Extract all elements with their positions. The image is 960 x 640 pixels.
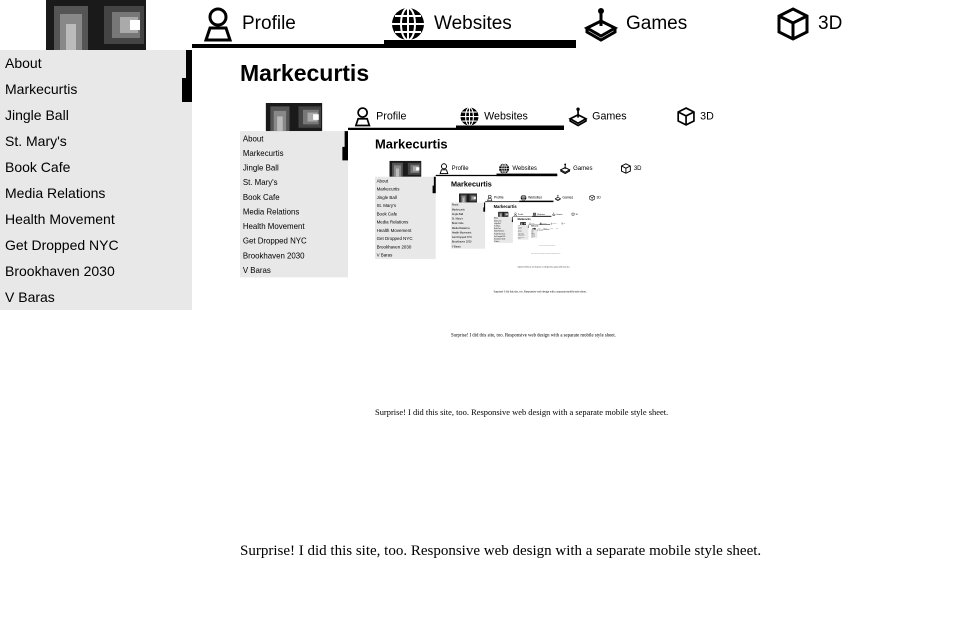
sidebar-item-jingle-ball[interactable]: Jingle Ball: [376, 194, 397, 200]
sidebar-item-st-marys[interactable]: St. Mary's: [531, 232, 534, 233]
tab-3d-label: 3D: [575, 213, 578, 216]
sidebar-item-markecurtis[interactable]: Markecurtis: [242, 148, 284, 158]
tab-profile-label: Profile: [517, 213, 524, 216]
tab-3d[interactable]: [561, 222, 565, 225]
sidebar-item-health-movement[interactable]: Health Movement: [376, 227, 412, 233]
sidebar-item-get-dropped-nyc[interactable]: Get Dropped NYC: [494, 235, 506, 238]
sidebar-item-markecurtis[interactable]: Markecurtis: [494, 219, 502, 222]
sidebar-item-book-cafe[interactable]: Book Cafe: [531, 233, 534, 234]
tab-websites-label: Websites: [512, 165, 537, 172]
sidebar: [494, 217, 513, 243]
website-frame: [451, 194, 622, 308]
tab-profile[interactable]: [439, 161, 469, 176]
globe-icon: [459, 106, 479, 126]
active-tab-indicator: [532, 216, 551, 217]
main-nav: [192, 0, 960, 50]
sidebar-item-st-marys[interactable]: St. Mary's: [494, 225, 501, 227]
sidebar-edge: [345, 131, 348, 148]
site-logo[interactable]: [459, 194, 477, 203]
project-caption: Surprise! I did this site, too. Responsive web design with a separate mobile style sheet.: [517, 266, 570, 268]
page-title: Markecurtis: [240, 60, 370, 86]
joystick-icon: [584, 6, 618, 42]
sidebar-item-health-movement[interactable]: Health Movement: [531, 234, 535, 236]
sidebar-item-book-cafe[interactable]: Book Cafe: [242, 192, 280, 202]
tab-games-label: Games: [626, 13, 688, 34]
sidebar-item-media-relations[interactable]: Media Relations: [494, 230, 505, 232]
tab-websites-label: Websites: [528, 195, 543, 200]
tab-profile-label: Profile: [451, 165, 469, 172]
tab-games-label: Games: [573, 165, 593, 172]
sidebar-item-brookhaven-2030[interactable]: Brookhaven 2030: [451, 240, 472, 244]
sidebar-item-jingle-ball[interactable]: Jingle Ball: [5, 107, 69, 123]
tab-profile-label: Profile: [376, 110, 407, 123]
website-frame: [494, 212, 590, 276]
page-title: Markecurtis: [450, 179, 492, 189]
sidebar-item-media-relations[interactable]: Media Relations: [242, 207, 300, 217]
website-frame: [518, 222, 572, 258]
page-title: Markecurtis: [531, 225, 539, 228]
sidebar-item-get-dropped-nyc[interactable]: Get Dropped NYC: [242, 236, 307, 246]
sidebar-item-markecurtis[interactable]: Markecurtis: [451, 207, 465, 211]
sidebar-item-health-movement[interactable]: Health Movement: [5, 211, 115, 227]
person-icon: [202, 6, 234, 42]
active-item-marker: [528, 227, 529, 228]
sidebar-item-health-movement[interactable]: Health Movement: [517, 234, 525, 235]
sidebar-item-v-baras[interactable]: V Baras: [376, 252, 393, 258]
sidebar-item-st-marys[interactable]: St. Mary's: [242, 177, 278, 187]
tab-games-label: Games: [551, 228, 553, 230]
sidebar-item-health-movement[interactable]: Health Movement: [494, 232, 506, 235]
tab-3d-label: 3D: [700, 110, 714, 123]
sidebar-item-book-cafe[interactable]: Book Cafe: [5, 159, 71, 175]
tab-games[interactable]: [551, 222, 557, 225]
tab-games[interactable]: [584, 0, 687, 48]
page-title: Markecurtis: [517, 217, 531, 221]
active-tab-indicator: [456, 126, 564, 131]
tab-profile-label: Profile: [494, 195, 504, 200]
tab-3d[interactable]: [556, 228, 558, 230]
sidebar-item-v-baras[interactable]: V Baras: [517, 238, 521, 240]
sidebar-item-jingle-ball[interactable]: Jingle Ball: [494, 222, 501, 225]
page-title: Markecurtis: [493, 204, 517, 209]
website-frame: [240, 103, 780, 463]
sidebar-item-v-baras[interactable]: V Baras: [242, 265, 271, 275]
sidebar-item-book-cafe[interactable]: Book Cafe: [494, 227, 501, 230]
sidebar-item-markecurtis[interactable]: Markecurtis: [5, 81, 78, 97]
sidebar-item-media-relations[interactable]: Media Relations: [451, 226, 470, 230]
tab-websites-label: Websites: [484, 110, 528, 123]
active-item-marker: [182, 78, 192, 102]
sidebar: [375, 177, 436, 259]
cube-icon: [571, 212, 574, 216]
cube-icon: [589, 195, 595, 201]
cube-icon: [776, 6, 810, 42]
project-caption: Surprise! I did this site, too. Responsive web design with a separate mobile style sheet.: [493, 290, 587, 294]
sidebar-item-health-movement[interactable]: Health Movement: [451, 231, 472, 234]
joystick-icon: [560, 163, 571, 174]
tab-profile[interactable]: [354, 103, 407, 130]
sidebar-item-brookhaven-2030[interactable]: Brookhaven 2030: [494, 238, 506, 240]
cube-icon: [621, 163, 632, 174]
sidebar-item-st-marys[interactable]: St. Mary's: [376, 203, 397, 209]
active-item-marker: [342, 147, 348, 161]
person-icon: [354, 106, 372, 126]
active-tab-indicator: [384, 40, 576, 48]
tab-profile-label: Profile: [531, 222, 535, 225]
active-item-marker: [483, 207, 485, 211]
sidebar-item-get-dropped-nyc[interactable]: Get Dropped NYC: [376, 235, 413, 241]
sidebar-item-media-relations[interactable]: Media Relations: [5, 185, 106, 201]
sidebar-item-get-dropped-nyc[interactable]: Get Dropped NYC: [531, 235, 535, 236]
sidebar-item-st-marys[interactable]: St. Mary's: [451, 217, 463, 221]
sidebar-item-markecurtis[interactable]: Markecurtis: [531, 230, 534, 232]
person-icon: [487, 195, 493, 201]
active-item-marker: [512, 220, 513, 222]
sidebar-item-book-cafe[interactable]: Book Cafe: [451, 221, 464, 225]
sidebar-edge: [186, 50, 192, 80]
sidebar-item-jingle-ball[interactable]: Jingle Ball: [517, 228, 522, 230]
sidebar-item-brookhaven-2030[interactable]: Brookhaven 2030: [517, 236, 525, 238]
tab-3d[interactable]: [776, 0, 842, 48]
tab-3d-label: 3D: [633, 165, 642, 172]
globe-icon: [498, 163, 509, 174]
tab-games[interactable]: [560, 161, 593, 176]
sidebar-item-about[interactable]: About: [517, 225, 521, 227]
sidebar-item-media-relations[interactable]: Media Relations: [376, 219, 409, 225]
sidebar: [451, 202, 485, 248]
sidebar-item-st-marys[interactable]: St. Mary's: [5, 133, 67, 149]
tab-websites-label: Websites: [537, 213, 545, 216]
sidebar-item-book-cafe[interactable]: Book Cafe: [517, 231, 522, 233]
sidebar-item-v-baras[interactable]: V Baras: [5, 289, 55, 305]
sidebar-item-v-baras[interactable]: V Baras: [494, 240, 500, 243]
sidebar-item-v-baras[interactable]: V Baras: [531, 237, 533, 238]
tab-3d[interactable]: [571, 212, 578, 217]
project-caption: Surprise! I did this site, too. Responsive web design with a separate mobile style sheet.: [450, 332, 616, 338]
sidebar: [0, 50, 192, 310]
globe-icon: [390, 6, 426, 42]
tab-games[interactable]: [569, 103, 627, 130]
site-logo[interactable]: [266, 103, 322, 131]
joystick-icon: [569, 106, 588, 126]
sidebar-item-about[interactable]: About: [5, 55, 42, 71]
active-tab-indicator: [497, 174, 558, 177]
tab-games[interactable]: [552, 212, 562, 217]
sidebar-item-get-dropped-nyc[interactable]: Get Dropped NYC: [451, 235, 473, 239]
site-logo[interactable]: [390, 161, 422, 177]
sidebar-item-about[interactable]: About: [494, 217, 498, 219]
sidebar-item-jingle-ball[interactable]: Jingle Ball: [242, 163, 279, 173]
tab-3d-label: 3D: [596, 195, 601, 200]
sidebar-item-get-dropped-nyc[interactable]: Get Dropped NYC: [5, 237, 119, 253]
sidebar: [240, 131, 348, 277]
sidebar-item-brookhaven-2030[interactable]: Brookhaven 2030: [531, 236, 535, 237]
tab-games-label: Games: [562, 195, 574, 200]
sidebar-item-jingle-ball[interactable]: Jingle Ball: [451, 212, 464, 216]
sidebar-item-about[interactable]: About: [531, 229, 533, 231]
person-icon: [439, 163, 449, 174]
tab-games[interactable]: [555, 194, 573, 203]
sidebar-item-get-dropped-nyc[interactable]: Get Dropped NYC: [517, 235, 525, 237]
sidebar-item-v-baras[interactable]: V Baras: [451, 244, 461, 248]
sidebar-item-media-relations[interactable]: Media Relations: [517, 232, 524, 234]
sidebar: [518, 225, 529, 240]
sidebar-item-brookhaven-2030[interactable]: Brookhaven 2030: [376, 244, 412, 250]
sidebar-item-markecurtis[interactable]: Markecurtis: [376, 186, 400, 192]
sidebar-item-health-movement[interactable]: Health Movement: [242, 221, 305, 231]
page-title: Markecurtis: [538, 229, 543, 231]
tab-3d[interactable]: [589, 194, 601, 203]
sidebar-item-about[interactable]: About: [376, 178, 389, 184]
sidebar-item-media-relations[interactable]: Media Relations: [531, 233, 535, 235]
project-caption: Surprise! I did this site, too. Responsive web design with a separate mobile style sheet.: [538, 245, 556, 246]
sidebar-item-jingle-ball[interactable]: Jingle Ball: [531, 231, 534, 232]
sidebar-item-brookhaven-2030[interactable]: Brookhaven 2030: [242, 250, 305, 260]
tab-3d-label: 3D: [818, 13, 843, 34]
tab-games-label: Games: [552, 222, 557, 225]
sidebar-item-book-cafe[interactable]: Book Cafe: [376, 211, 398, 217]
website-frame: [531, 225, 561, 248]
cube-icon: [677, 106, 696, 126]
site-logo[interactable]: [46, 0, 146, 50]
project-caption: Surprise! I did this site, too. Responsive web design with a separate mobile style sheet.: [240, 543, 762, 559]
tab-3d[interactable]: [621, 161, 642, 176]
tab-3d[interactable]: [677, 103, 714, 130]
tab-profile[interactable]: [202, 0, 296, 48]
sidebar-item-about[interactable]: About: [242, 133, 264, 143]
sidebar-item-markecurtis[interactable]: Markecurtis: [517, 226, 523, 228]
active-item-marker: [433, 186, 436, 194]
tab-3d-label: 3D: [557, 228, 558, 230]
active-tab-indicator: [519, 201, 553, 202]
page-title: Markecurtis: [375, 136, 448, 152]
sidebar: [531, 230, 537, 238]
sidebar-item-brookhaven-2030[interactable]: Brookhaven 2030: [5, 263, 115, 279]
tab-websites-label: Websites: [434, 13, 512, 34]
joystick-icon: [555, 195, 561, 201]
tab-games[interactable]: [550, 228, 553, 230]
project-caption: Surprise! I did this site, too. Responsive web design with a separate mobile style sheet.: [531, 252, 561, 254]
website-frame: [375, 161, 679, 364]
sidebar-item-about[interactable]: About: [451, 203, 459, 207]
tab-3d-label: 3D: [563, 222, 566, 225]
project-caption: Surprise! I did this site, too. Responsive web design with a separate mobile style sheet.: [375, 408, 669, 418]
tab-games-label: Games: [592, 110, 627, 123]
tab-profile-label: Profile: [242, 13, 296, 34]
sidebar-item-st-marys[interactable]: St. Mary's: [517, 229, 522, 231]
joystick-icon: [552, 212, 555, 216]
tab-games-label: Games: [556, 213, 563, 216]
